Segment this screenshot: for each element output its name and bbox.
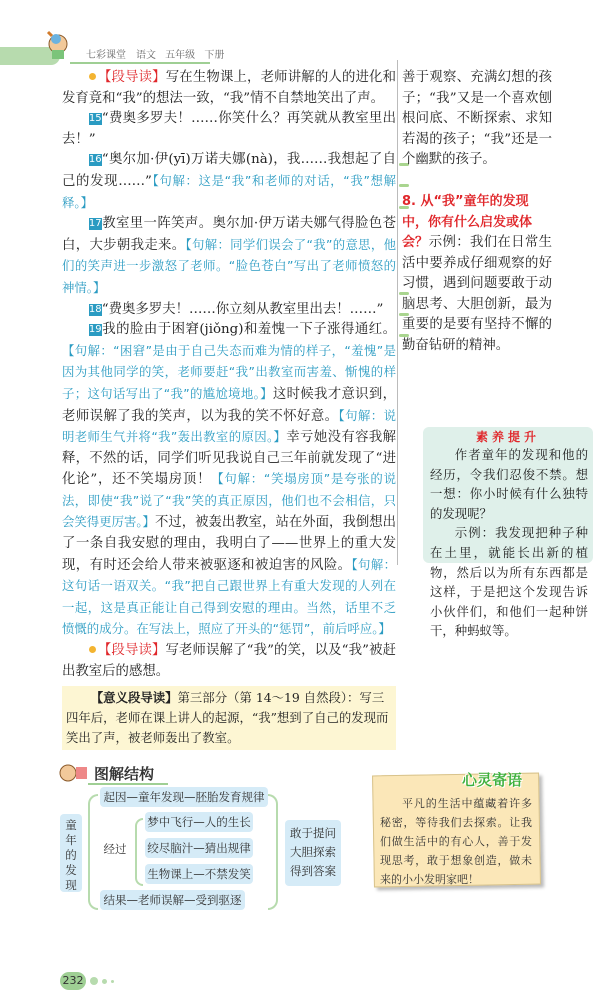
paragraph: [62, 641, 396, 682]
body-text: 这时候我才意识到，老师误解了我的笑声，以为我的笑不怀好意。: [62, 386, 397, 424]
literacy-title: 素养提升: [475, 430, 540, 444]
bullet-icon: [89, 73, 96, 80]
sentence-annotation: 【句解：说明老师生气并将“我”轰出教室的原因。】: [62, 407, 396, 445]
brace: [268, 794, 278, 910]
structure-cause: 起因—童年发现—胚胎发育规律: [100, 787, 268, 807]
paragraph: [62, 214, 396, 299]
paragraph: [62, 320, 396, 641]
section-guide-label: 【段导读】: [97, 643, 166, 659]
structure-section: [0, 756, 600, 1006]
summary-text: 第三部分（第 14～19 自然段）：写三四年后，老师在课上讲人的起源，“我”想到了自己的发现而笑出了声，被老师轰出了教室。: [66, 690, 389, 746]
literacy-answer: 示例：我发现把种子种在土里，就能长出新的植物，然后以为所有东西都是这样，于是把这个发现告诉小伙伴们，和他们一起种饼干，种蚂蚁等。: [430, 525, 588, 639]
book-title: 七彩课堂 语文 五年级 下册: [86, 50, 225, 61]
structure-title-rule: [88, 783, 168, 785]
right-column-text: [402, 68, 552, 171]
structure-root: [60, 814, 82, 892]
sentence-annotation: 【句解：“笑塌房顶”是夸张的说法，即使“我”说了“我”笑的真正原因，他们也不会相信，只会笑得更厉害。】: [62, 471, 396, 530]
answer-8: [402, 233, 552, 357]
conclusion-line: 得到答案: [290, 864, 336, 879]
paragraph: [62, 150, 396, 214]
section-guide-label: 【段导读】: [97, 70, 166, 85]
section-summary: [62, 686, 396, 750]
paragraph-number: 15: [88, 113, 102, 125]
body-text: 我的脸由于困窘(jiǒng)和羞愧一下子涨得通红。: [101, 322, 396, 338]
body-text: 幸亏她没有容我解释，不然的话，同学们听见我说自己三年前就发现了“进化论”，还不笑塌房顶！: [62, 430, 397, 488]
structure-process-3: 生物课上—不禁发笑: [145, 864, 253, 884]
brace: [88, 794, 98, 910]
paragraph: [62, 68, 396, 109]
structure-root-label: 童年的发现: [65, 818, 77, 893]
structure-process-2: 绞尽脑汁—猜出规律: [145, 838, 253, 858]
body-text: “费奥多罗夫！……你笑什么？再笑就从教室里出去！”: [62, 111, 396, 147]
paragraph: [62, 300, 396, 321]
answer-8-text: 示例：我们在日常生活中要养成仔细观察的好习惯，遇到问题要敢于动脑思考、大胆创新，最为重要的是要有坚持不懈的勤奋钻研的精神。: [402, 235, 552, 353]
decor-dot: [102, 979, 107, 984]
structure-result: 结果—老师误解—受到驱逐: [100, 890, 245, 910]
column-divider: [397, 60, 398, 565]
main-text: [62, 68, 396, 682]
brace: [135, 818, 143, 886]
sentence-annotation: 【句解：“困窘”是由于自己失态而难为情的样子，“羞愧”是因为其他同学的笑，老师要赶“我”出教室而害羞、惭愧的样子；这句话写出了“我”的尴尬境地。】: [62, 342, 396, 401]
structure-title: 图解结构: [94, 765, 155, 784]
continued-answer: 善于观察、充满幻想的孩子；“我”又是一个喜欢刨根问底、不断探索、求知若渴的孩子；“我”还是一个幽默的孩子。: [402, 70, 552, 168]
decor-dot: [111, 980, 114, 983]
body-text: “奥尔加·伊(yī)万诺夫娜(nà)，我……我想起了自己的发现……”: [62, 152, 396, 189]
sentence-annotation: 【句解：这是“我”和老师的对话，“我”想解释。】: [62, 172, 396, 210]
page-number: 232: [60, 972, 86, 990]
paragraph-number: 17: [88, 218, 102, 230]
bullet-icon: [89, 646, 96, 653]
margin-dot: [399, 184, 409, 187]
paragraph-number: 16: [88, 154, 102, 166]
structure-process-1: 梦中飞行—人的生长: [145, 812, 253, 832]
body-text: “费奥多罗夫！……你立刻从教室里出去！……”: [101, 301, 384, 317]
body-text: 不过，被轰出教室，站在外面，我倒想出了一条自我安慰的理由，我明白了——世界上的重大发现，有时还会给人带来被驱逐和被迫害的风险。: [62, 515, 396, 573]
literacy-text: [430, 445, 588, 641]
decor-dot: [90, 977, 98, 985]
paragraph-number: 19: [88, 324, 102, 336]
body-text: 写老师误解了“我”的笑，以及“我”被赶出教室后的感想。: [62, 643, 396, 679]
structure-mascot-icon: [58, 761, 88, 785]
note-title: 心灵寄语: [462, 771, 523, 790]
structure-conclusion: [285, 820, 341, 886]
sentence-annotation: 【句解：同学们误会了“我”的意思，他们的笑声进一步激怒了老师。“脸色苍白”写出了老师愤怒的神情。】: [62, 236, 397, 295]
body-text: 写在生物课上，老师讲解的人的进化和发育竟和“我”的想法一致，“我”情不自禁地笑出了声。: [62, 70, 396, 106]
summary-label: 【意义段导读】: [90, 690, 178, 706]
literacy-prompt: 作者童年的发现和他的经历，令我们忍俊不禁。想一想：你小时候有什么独特的发现呢？: [430, 447, 588, 521]
paragraph-number: 18: [88, 303, 102, 315]
note-body: 平凡的生活中蕴藏着许多秘密，等待我们去探索。让我们做生活中的有心人，善于发现思考，敢于想象创造，做未来的小小发明家吧！: [380, 797, 532, 887]
conclusion-line: 敢于提问: [290, 826, 336, 841]
sentence-annotation: 【句解：这句话一语双关。“我”把自己跟世界上有重大发现的人列在一起，这是真正能让自己得到安慰的理由。当然，话里不乏愤慨的成分。在写法上，照应了开头的“惩罚”，前后呼应。】: [62, 556, 396, 637]
structure-process-label: 经过: [103, 842, 127, 857]
note-text: [380, 794, 532, 889]
paragraph: [62, 109, 396, 150]
question-8: 8. 从“我”童年的发现中，你有什么启发或体会？: [402, 194, 533, 251]
body-text: 教室里一阵笑声。奥尔加·伊万诺夫娜气得脸色苍白，大步朝我走来。: [62, 216, 396, 253]
conclusion-line: 大胆探索: [290, 845, 336, 860]
